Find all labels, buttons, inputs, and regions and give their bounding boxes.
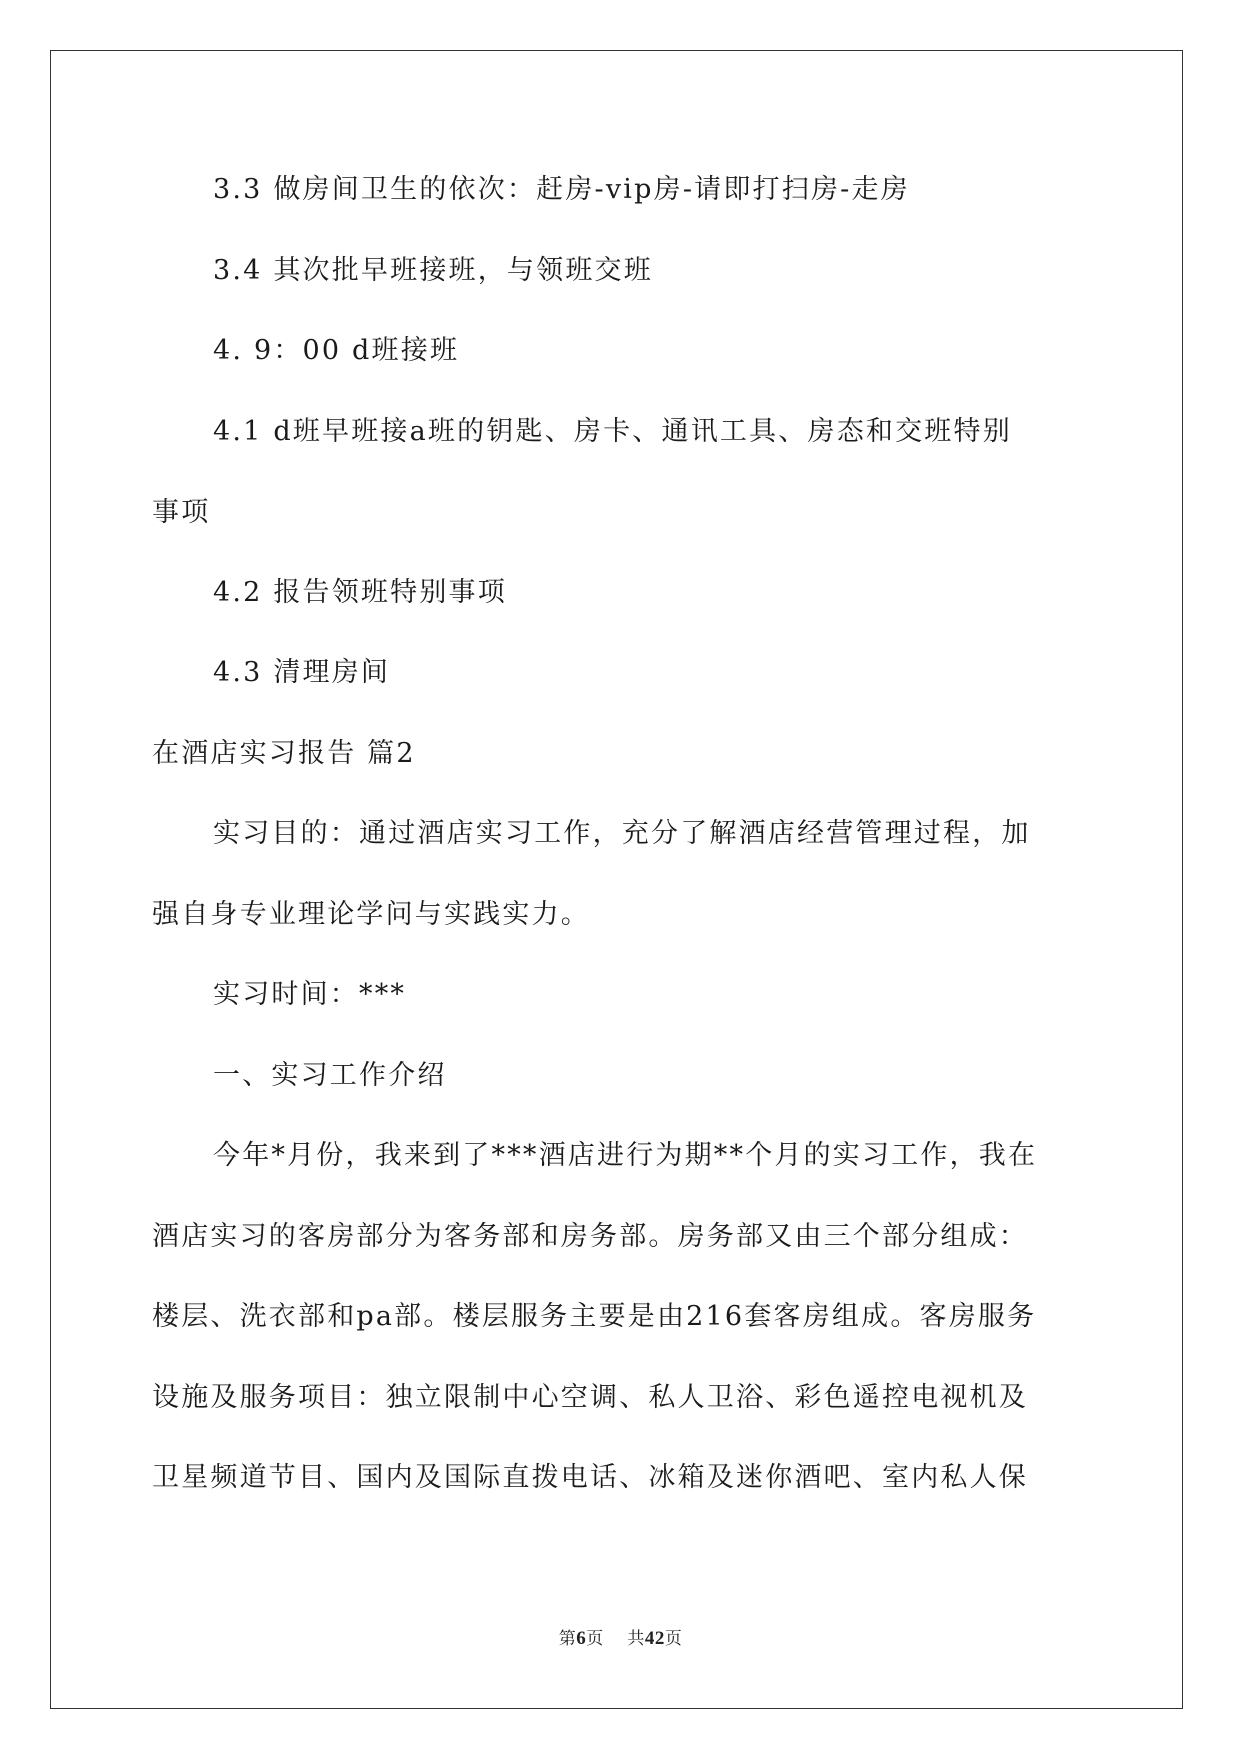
- text-line-3-3: 3.3 做房间卫生的依次：赶房-vip房-请即打扫房-走房: [213, 174, 910, 205]
- page-footer: [0, 1624, 1241, 1650]
- paragraph-line-2: 酒店实习的客房部分为客务部和房务部。房务部又由三个部分组成：: [152, 1221, 1028, 1252]
- text-line-time: 实习时间：***: [213, 979, 407, 1010]
- page-number: 6: [576, 1628, 587, 1649]
- total-suffix: 页: [664, 1629, 683, 1649]
- section-heading: 在酒店实习报告 篇2: [152, 738, 416, 769]
- text-line-purpose: 实习目的：通过酒店实习工作，充分了解酒店经营管理过程，加: [213, 818, 1031, 849]
- total-pages: 42: [644, 1628, 665, 1649]
- text-line-purpose-continued: 强自身专业理论学问与实践实力。: [152, 899, 590, 930]
- page-prefix: 第: [558, 1629, 577, 1649]
- total-prefix: 共: [627, 1629, 645, 1649]
- text-line-4: 4. 9：00 d班接班: [213, 335, 460, 366]
- text-line-4-2: 4.2 报告领班特别事项: [213, 577, 507, 608]
- paragraph-line-3: 楼层、洗衣部和pa部。楼层服务主要是由216套客房组成。客房服务: [152, 1301, 1037, 1332]
- paragraph-line-5: 卫星频道节目、国内及国际直拨电话、冰箱及迷你酒吧、室内私人保: [152, 1462, 1028, 1493]
- paragraph-line-4: 设施及服务项目：独立限制中心空调、私人卫浴、彩色遥控电视机及: [152, 1382, 1028, 1413]
- text-line-4-1-continued: 事项: [152, 497, 211, 528]
- page-suffix: 页: [586, 1629, 604, 1649]
- text-line-4-3: 4.3 清理房间: [213, 657, 391, 688]
- text-line-3-4: 3.4 其次批早班接班，与领班交班: [213, 255, 653, 286]
- paragraph-line-1: 今年*月份，我来到了***酒店进行为期**个月的实习工作，我在: [213, 1140, 1038, 1171]
- text-line-4-1: 4.1 d班早班接a班的钥匙、房卡、通讯工具、房态和交班特别: [213, 416, 1012, 447]
- subheading-introduction: 一、实习工作介绍: [213, 1060, 447, 1091]
